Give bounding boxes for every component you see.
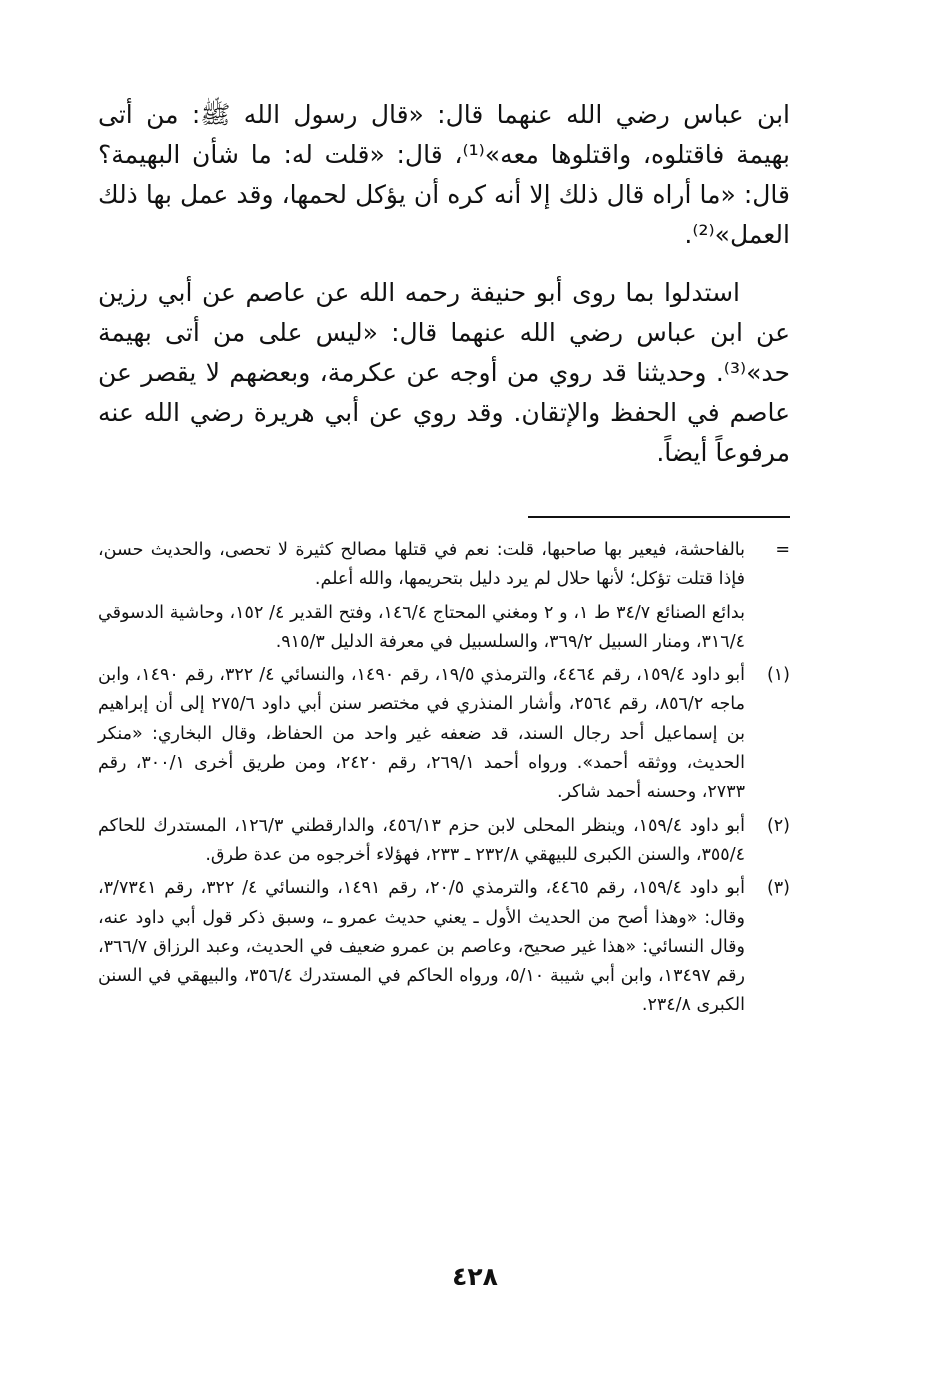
footnote-text: بالفاحشة، فيعير بها صاحبها، قلت: نعم في قتلها مصالح كثيرة لا تحصى، والحديث حسن، فإذا قتلت تؤكل؛ لأنها حلال لم يرد دليل بتحريمها، والله أعلم. bbox=[98, 540, 745, 590]
footnote-continued bbox=[98, 536, 790, 657]
footnote-separator bbox=[528, 516, 790, 518]
footnote-2 bbox=[98, 812, 790, 871]
footnote-mark: (٢) bbox=[766, 815, 790, 836]
footnote-text: أبو داود ١٥٩/٤، رقم ٤٤٦٥، والترمذي ٢٠/٥، رقم ١٤٩١، والنسائي ٤/ ٣٢٢، رقم ٣/٧٣٤١، وقال: «وهذا أصح من الحديث الأول ـ يعني حديث عمرو ـ، وسبق ذكر قول أبي داود عنه، وقال النسائي: «هذا غير صحيح، وعاصم بن عمرو ضعيف في الحديث، وعبد الرزاق ٣٦٦/٧، رقم ١٣٤٩٧، وابن أبي شيبة ٥/١٠، ورواه الحاكم في المستدرك ٣٥٦/٤، والبيهقي في السنن الكبرى ٢٣٤/٨. bbox=[98, 878, 745, 1016]
footnote-text: أبو داود ١٥٩/٤، وينظر المحلى لابن حزم ٤٥٦/١٣، والدارقطني ١٢٦/٣، المستدرك للحاكم ٣٥٥/٤، والسنن الكبرى للبيهقي ٢٣٢/٨ ـ ٢٣٣، فهؤلاء أخرجوه من عدة طرق. bbox=[98, 815, 745, 865]
page-number: ٤٢٨ bbox=[452, 1262, 498, 1291]
footnote-3 bbox=[98, 874, 790, 1020]
footnotes bbox=[98, 536, 790, 1025]
footnote-mark: = bbox=[775, 540, 790, 560]
footnote-text: بدائع الصنائع ٣٤/٧ ط ١، و ٢ ومغني المحتاج ١٤٦/٤، وفتح القدير ٤/ ١٥٢، وحاشية الدسوقي ٣١٦/٤، ومنار السبيل ٣٦٩/٢، والسلسبيل في معرفة الدليل ٩١٥/٣. bbox=[98, 602, 745, 652]
footnote-mark: (٣) bbox=[766, 878, 790, 899]
body-paragraph-2: استدلوا بما روى أبو حنيفة رحمه الله عن عاصم عن أبي رزين عن ابن عباس رضي الله عنهما قال: «ليس على من أتى بهيمة حد»⁽³⁾. وحديثنا قد روي من أوجه عن عكرمة، وبعضهم لا يقصر عن عاصم في الحفظ والإتقان. وقد روي عن أبي هريرة رضي الله عنه مرفوعاً أيضاً. bbox=[98, 278, 790, 467]
footnote-mark: (١) bbox=[766, 665, 790, 686]
footnote-text: أبو داود ١٥٩/٤، رقم ٤٤٦٤، والترمذي ١٩/٥، رقم ١٤٩٠، والنسائي ٤/ ٣٢٢، رقم ١٤٩٠، وابن ماجه ٨٥٦/٢، رقم ٢٥٦٤، وأشار المنذري في مختصر سنن أبي داود ٢٧٥/٦ إلى أن إبراهيم بن إسماعيل أحد رجال السند، قد ضعفه غير واحد من الحفاظ، وقال البخاري: «منكر الحديث، ووثقه أحمد». ورواه أحمد ٢٦٩/١، رقم ٢٤٢٠، ومن طريق أخرى ٣٠٠/١، رقم ٢٧٣٣، وحسنه أحمد شاكر. bbox=[98, 665, 745, 803]
footnote-1 bbox=[98, 661, 790, 807]
body-paragraph-1: ابن عباس رضي الله عنهما قال: «قال رسول الله ﷺ: من أتى بهيمة فاقتلوه، واقتلوها معه»⁽¹⁾، قال: «قلت له: ما شأن البهيمة؟ قال: «ما أراه قال ذلك إلا أنه كره أن يؤكل لحمها، وقد عمل بها ذلك العمل»⁽²⁾. bbox=[98, 100, 790, 249]
